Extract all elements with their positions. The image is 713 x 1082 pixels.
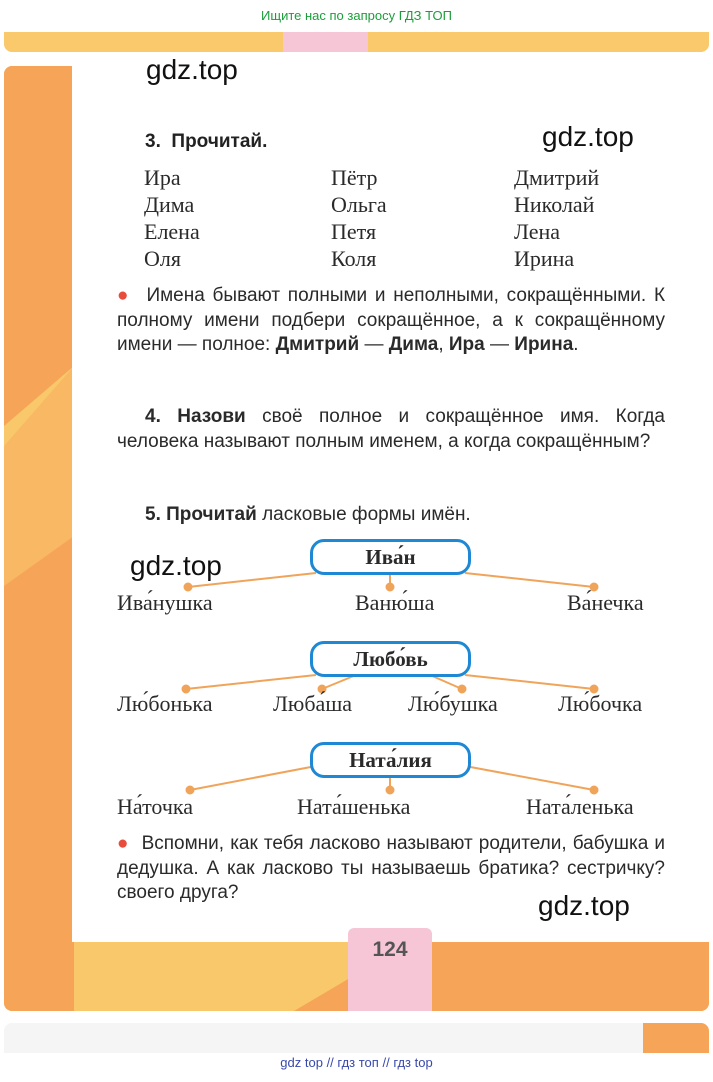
name-cell: Оля [144,246,181,271]
name-cell: Дима [144,192,195,217]
page-number: 124 [372,938,408,961]
exercise-number: 5. [145,504,161,525]
exercise-title: Прочитай. [171,131,268,152]
example-dash: — [364,334,384,355]
next-page-corner [643,1023,709,1053]
diminutive-name: Ваню́ша [355,590,435,615]
diminutive-name: Ната́шенька [297,794,411,819]
footer-link[interactable]: гдз top [393,1055,433,1070]
diminutive-name: Лю́бочка [558,691,643,716]
name-cell: Елена [144,219,200,244]
diminutive-name: Ната́ленька [526,794,634,819]
diminutive-name: Лю́бонька [117,691,213,716]
name-cell: Николай [514,192,595,217]
footer-link[interactable]: gdz top [280,1055,323,1070]
name-cell: Ира [144,165,181,190]
exercise-number: 3. [145,131,161,152]
next-page-strip [4,1023,709,1053]
footer-links [0,1055,713,1070]
watermark: gdz.top [130,550,222,581]
exercise-text: своё полное и сокращённое имя. Когда человека называют полным именем, а когда сокращённым? [117,406,665,452]
name-cell: Коля [331,246,377,271]
task-text: Имена бывают полными и неполными, сокращёнными. К полному имени подбери сокращённое, а к сокращённому имени — полное: [117,285,666,355]
name-cell: Ирина [514,246,575,271]
footer-link[interactable]: гдз топ [337,1055,379,1070]
exercise-text: ласковые формы имён. [262,504,471,525]
name-cell: Дмитрий [514,165,600,190]
exercise-verb: Назови [177,406,246,427]
name-cell: Лена [514,219,561,244]
full-name-box: Ива́н [310,539,471,575]
diminutive-name: Ива́нушка [117,590,213,615]
watermark: gdz.top [542,121,634,152]
exercise-verb: Прочитай [166,504,257,525]
bullet-icon: ● [117,285,131,306]
example-dash: — [490,334,510,355]
name-cell: Пётр [331,165,378,190]
exercise-5-task [117,832,665,906]
task-text: Вспомни, как тебя ласково называют родители, бабушка и дедушка. А как ласково ты называешь братика? сестричку? своего друга? [117,833,665,903]
full-name-box: Ната́лия [310,742,471,778]
bullet-icon: ● [117,833,130,854]
diminutive-name: Ва́нечка [567,590,644,615]
example-word: Ира [448,334,485,355]
watermark: gdz.top [538,890,630,921]
name-cell: Петя [331,219,377,244]
full-name-box: Любо́вь [310,641,471,677]
name-cell: Ольга [331,192,387,217]
diminutive-name: Люба́ша [273,691,353,716]
footer-separator: // [326,1055,334,1070]
exercise-number: 4. [145,406,161,427]
example-word: Ирина [514,334,574,355]
example-period: . [573,334,579,355]
footer-separator: // [382,1055,390,1070]
top-banner[interactable]: Ищите нас по запросу ГДЗ ТОП [261,8,452,23]
diminutive-name: Лю́бушка [408,691,498,716]
example-comma: , [438,334,444,355]
example-word: Дима [388,334,439,355]
example-word: Дмитрий [275,334,360,355]
diminutive-name: На́точка [117,794,194,819]
watermark: gdz.top [146,54,238,85]
